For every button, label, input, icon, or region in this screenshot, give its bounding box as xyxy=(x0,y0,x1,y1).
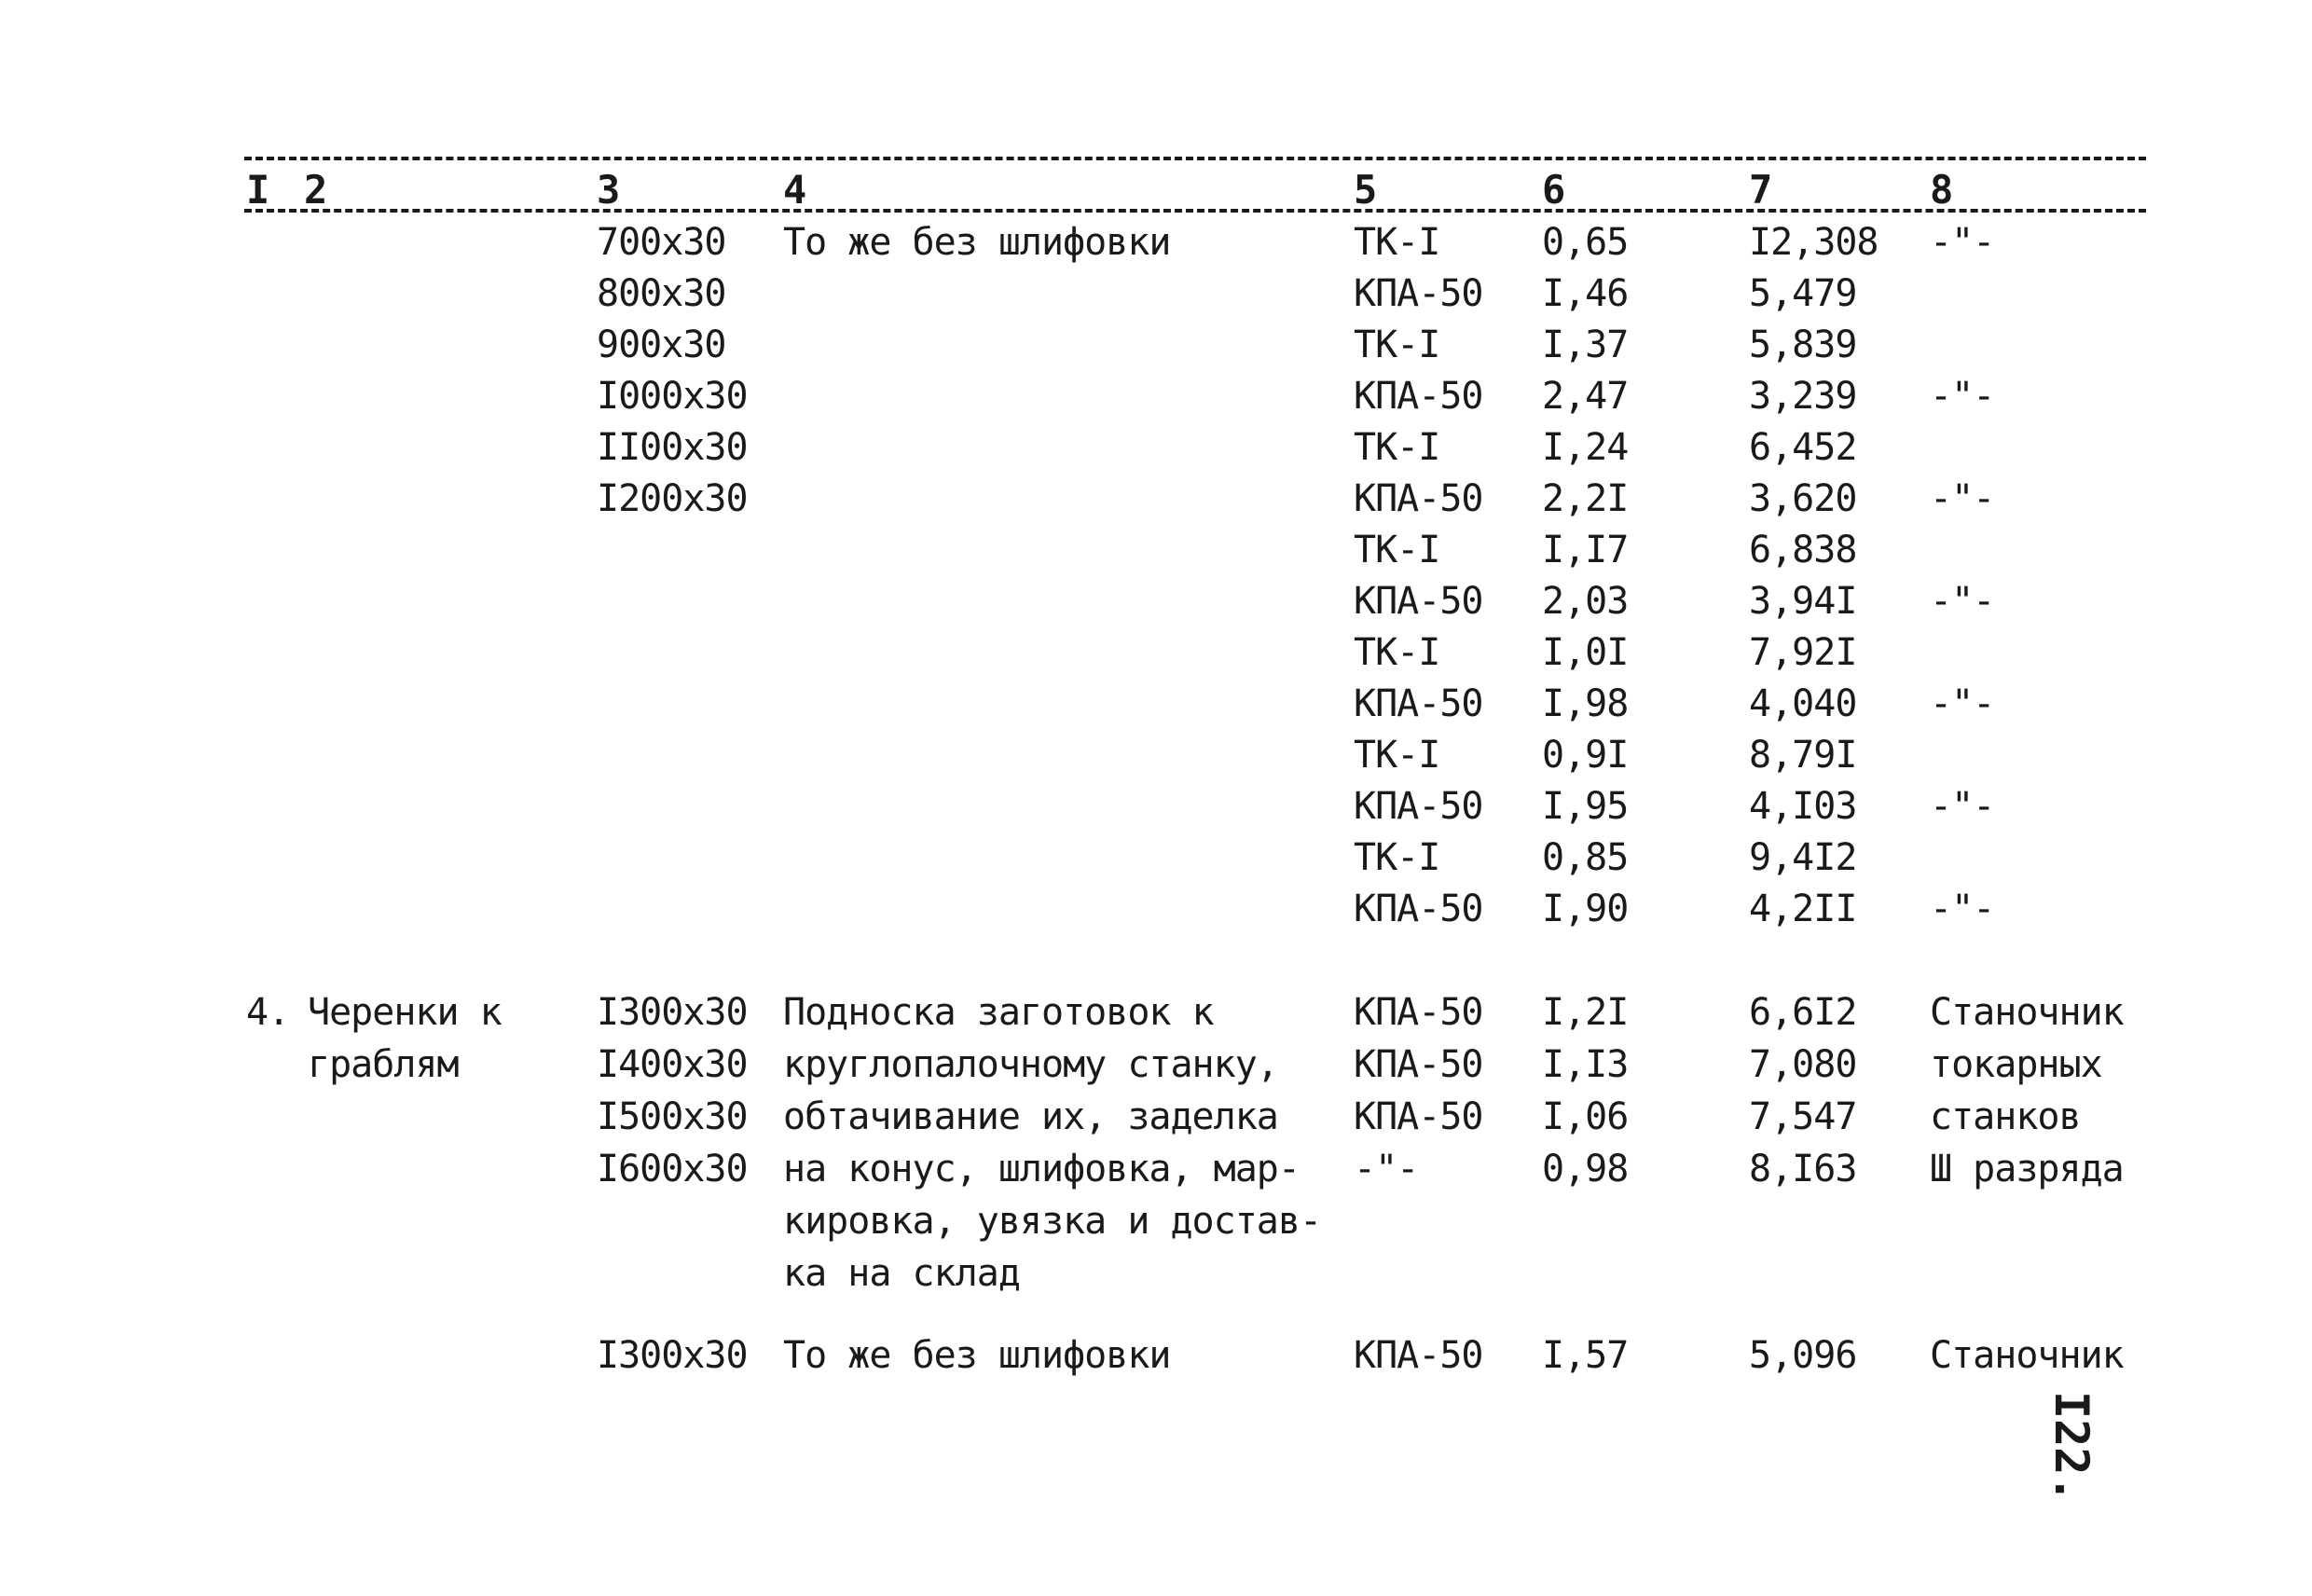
col-header-2: 2 xyxy=(304,167,328,213)
cell-machine: ТК-I xyxy=(1354,426,1440,469)
cell-size: I400x30 xyxy=(597,1043,748,1086)
cell-col7: 3,620 xyxy=(1749,477,1857,520)
cell-col6: I,I7 xyxy=(1542,529,1629,571)
cell-machine: КПА-50 xyxy=(1354,375,1483,418)
cell-col8: токарных xyxy=(1930,1043,2102,1086)
cell-machine: ТК-I xyxy=(1354,631,1440,674)
cell-size: 700x30 xyxy=(597,221,726,264)
col-header-7: 7 xyxy=(1749,167,1773,213)
cell-col6: 2,2I xyxy=(1542,477,1629,520)
cell-col7: 6,452 xyxy=(1749,426,1857,469)
col-header-1: I xyxy=(246,167,270,213)
cell-machine: КПА-50 xyxy=(1354,682,1483,725)
cell-col7: 4,2II xyxy=(1749,887,1857,930)
cell-col6: I,2I xyxy=(1542,991,1629,1034)
cell-operation: на конус, шлифовка, мар- xyxy=(783,1148,1300,1190)
cell-machine: КПА-50 xyxy=(1354,477,1483,520)
cell-col7: 6,6I2 xyxy=(1749,991,1857,1034)
cell-machine: КПА-50 xyxy=(1354,272,1483,315)
cell-size: I000x30 xyxy=(597,375,748,418)
cell-operation: обтачивание их, заделка xyxy=(783,1095,1278,1138)
cell-machine: ТК-I xyxy=(1354,734,1440,777)
cell-col6: I,37 xyxy=(1542,323,1629,366)
cell-col6: I,98 xyxy=(1542,682,1629,725)
col-header-5: 5 xyxy=(1354,167,1378,213)
cell-col7: 7,080 xyxy=(1749,1043,1857,1086)
cell-size: 900x30 xyxy=(597,323,726,366)
cell-col6: I,57 xyxy=(1542,1334,1629,1377)
cell-col6: I,46 xyxy=(1542,272,1629,315)
cell-machine: ТК-I xyxy=(1354,323,1440,366)
cell-col6: I,06 xyxy=(1542,1095,1629,1138)
col-header-8: 8 xyxy=(1930,167,1954,213)
cell-machine: ТК-I xyxy=(1354,221,1440,264)
cell-col8: Станочник xyxy=(1930,991,2124,1034)
cell-col6: 2,47 xyxy=(1542,375,1629,418)
cell-machine: КПА-50 xyxy=(1354,991,1483,1034)
cell-col7: 4,040 xyxy=(1749,682,1857,725)
cell-machine: КПА-50 xyxy=(1354,785,1483,828)
cell-size: I600x30 xyxy=(597,1148,748,1190)
cell-machine: -"- xyxy=(1354,1148,1419,1190)
cell-col6: I,90 xyxy=(1542,887,1629,930)
cell-col8: Ш разряда xyxy=(1930,1148,2124,1190)
col-header-4: 4 xyxy=(783,167,807,213)
cell-col7: 3,239 xyxy=(1749,375,1857,418)
cell-machine: КПА-50 xyxy=(1354,1095,1483,1138)
cell-col6: I,95 xyxy=(1542,785,1629,828)
cell-col7: 7,547 xyxy=(1749,1095,1857,1138)
cell-size: I300x30 xyxy=(597,1334,748,1377)
cell-col6: 2,03 xyxy=(1542,580,1629,623)
cell-col7: 8,79I xyxy=(1749,734,1857,777)
section-name-line1: Черенки к xyxy=(308,991,502,1034)
cell-col6: 0,65 xyxy=(1542,221,1629,264)
cell-size: I300x30 xyxy=(597,991,748,1034)
cell-col7: 5,479 xyxy=(1749,272,1857,315)
col-header-3: 3 xyxy=(597,167,621,213)
cell-col8: -"- xyxy=(1930,477,1995,520)
cell-col8: -"- xyxy=(1930,785,1995,828)
cell-col7: 5,096 xyxy=(1749,1334,1857,1377)
cell-col6: I,0I xyxy=(1542,631,1629,674)
cell-col6: I,I3 xyxy=(1542,1043,1629,1086)
cell-col7: 7,92I xyxy=(1749,631,1857,674)
cell-machine: ТК-I xyxy=(1354,836,1440,879)
cell-col8: Станочник xyxy=(1930,1334,2124,1377)
cell-col8: -"- xyxy=(1930,221,1995,264)
cell-col6: 0,85 xyxy=(1542,836,1629,879)
operation-continuation-2: ка на склад xyxy=(783,1252,1020,1295)
cell-col7: 5,839 xyxy=(1749,323,1857,366)
cell-size: I500x30 xyxy=(597,1095,748,1138)
cell-col7: 3,94I xyxy=(1749,580,1857,623)
cell-operation: То же без шлифовки xyxy=(783,221,1171,264)
cell-machine: КПА-50 xyxy=(1354,1043,1483,1086)
cell-col6: 0,9I xyxy=(1542,734,1629,777)
cell-col7: 4,I03 xyxy=(1749,785,1857,828)
col-header-6: 6 xyxy=(1542,167,1566,213)
cell-col7: 6,838 xyxy=(1749,529,1857,571)
cell-col7: I2,308 xyxy=(1749,221,1878,264)
cell-machine: КПА-50 xyxy=(1354,1334,1483,1377)
cell-operation: Подноска заготовок к xyxy=(783,991,1214,1034)
cell-size: I200x30 xyxy=(597,477,748,520)
cell-col7: 9,4I2 xyxy=(1749,836,1857,879)
cell-col8: -"- xyxy=(1930,682,1995,725)
cell-col6: I,24 xyxy=(1542,426,1629,469)
header-bottom-rule xyxy=(244,209,2146,213)
cell-machine: КПА-50 xyxy=(1354,887,1483,930)
cell-col8: -"- xyxy=(1930,887,1995,930)
cell-col8: -"- xyxy=(1930,580,1995,623)
cell-size: 800x30 xyxy=(597,272,726,315)
operation-continuation-1: кировка, увязка и достав- xyxy=(783,1200,1322,1243)
cell-size: II00x30 xyxy=(597,426,748,469)
header-top-rule xyxy=(244,157,2146,160)
cell-col8: станков xyxy=(1930,1095,2081,1138)
cell-machine: ТК-I xyxy=(1354,529,1440,571)
cell-col8: -"- xyxy=(1930,375,1995,418)
section-name-line2: граблям xyxy=(308,1043,459,1086)
cell-operation: круглопалочному станку, xyxy=(783,1043,1278,1086)
page-number: I22. xyxy=(2044,1391,2099,1504)
cell-machine: КПА-50 xyxy=(1354,580,1483,623)
cell-col6: 0,98 xyxy=(1542,1148,1629,1190)
cell-col7: 8,I63 xyxy=(1749,1148,1857,1190)
cell-operation: То же без шлифовки xyxy=(783,1334,1171,1377)
section-number: 4. xyxy=(246,991,290,1034)
